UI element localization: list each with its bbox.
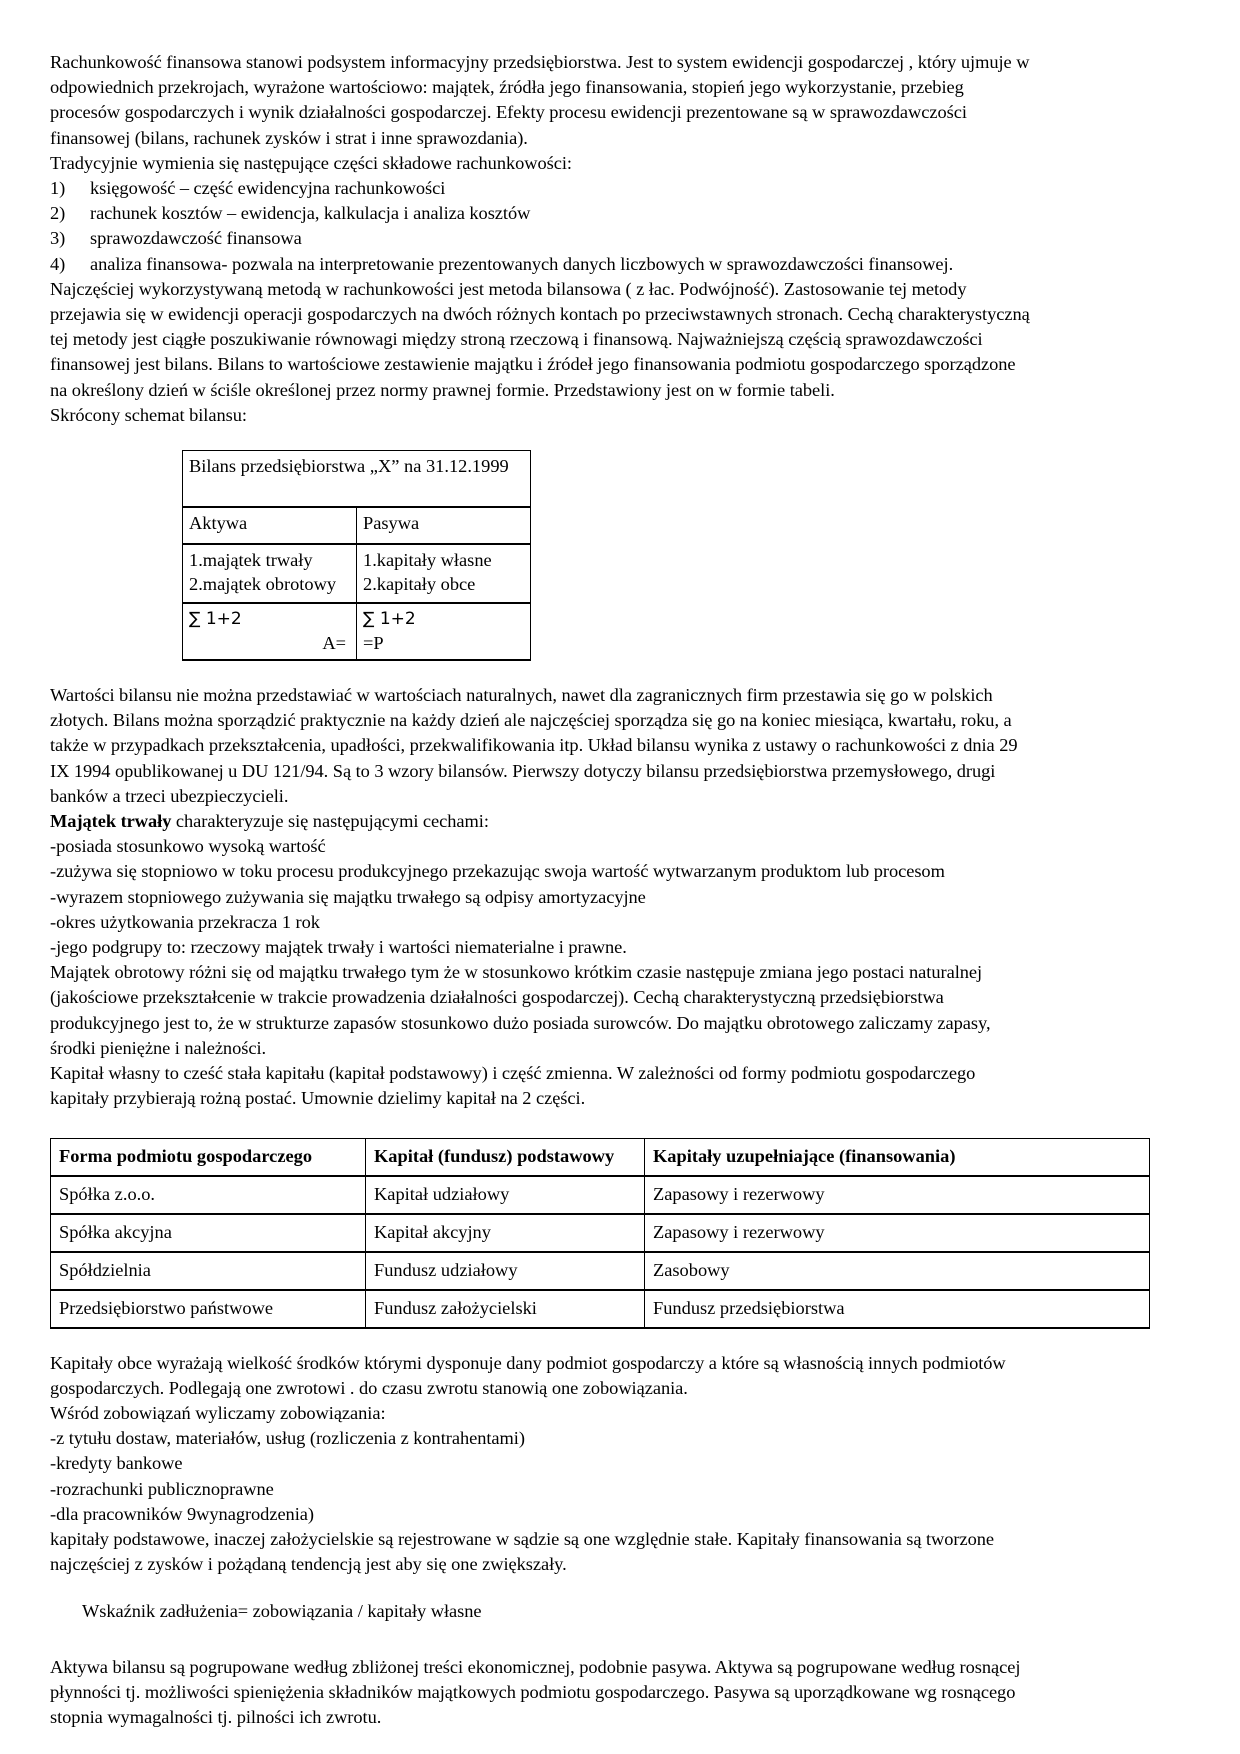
intro-line-2: odpowiednich przekrojach, wyrażone wartościowo: majątek, źródła jego finansowania, stopień jego wykorzystanie, przebieg [50, 77, 964, 98]
balance-values-line-5: banków a trzeci ubezpieczycieli. [50, 785, 289, 806]
balance-values-line-1: Wartości bilansu nie można przedstawiać w wartościach naturalnych, nawet dla zagranicznych firm przestawia się go w polskich [50, 685, 993, 706]
debt-ratio-formula: Wskaźnik zadłużenia= zobowiązania / kapitały własne [82, 1601, 482, 1622]
fixed-assets-bullet: -zużywa się stopniowo w toku procesu produkcyjnego przekazując swoja wartość wytwarzanym produktom lub procesom [50, 861, 945, 882]
forms-cell-basic-capital: Kapitał akcyjny [366, 1214, 645, 1252]
fixed-assets-bullet: -okres użytkowania przekracza 1 rok [50, 911, 320, 932]
fixed-assets-bullet: -wyrazem stopniowego zużywania się majątku trwałego są odpisy amortyzacyjne [50, 886, 646, 907]
assets-item-1: 1.majątek trwały [189, 550, 313, 571]
capital-forms-table [50, 1138, 1150, 1329]
forms-header-basic-capital: Kapitał (fundusz) podstawowy [366, 1138, 645, 1176]
balance-values-paragraph [50, 683, 1100, 809]
forms-cell-supplementary-capital: Zapasowy i rezerwowy [645, 1176, 1150, 1214]
basic-capital-line-1: kapitały podstawowe, inaczej założycielskie są rejestrowane w sądzie są one względnie stałe. Kapitały finansowania są tworzone [50, 1528, 995, 1549]
forms-cell-supplementary-capital: Zasobowy [645, 1252, 1150, 1290]
own-capital-line-2: kapitały przybierają rożną postać. Umownie dzielimy kapitał na 2 części. [50, 1088, 586, 1109]
list-item-number: 1) [50, 178, 66, 199]
fixed-assets-bullet: -jego podgrupy to: rzeczowy majątek trwały i wartości niematerialne i prawne. [50, 937, 627, 958]
liabilities-bullet: -z tytułu dostaw, materiałów, usług (rozliczenia z kontrahentami) [50, 1428, 525, 1449]
closing-paragraph [50, 1655, 1100, 1731]
forms-cell-supplementary-capital: Zapasowy i rezerwowy [645, 1214, 1150, 1252]
method-line-1: Najczęściej wykorzystywaną metodą w rachunkowości jest metoda bilansowa ( z łac. Podwójność). Zastosowanie tej metody [50, 278, 967, 299]
method-paragraph [50, 277, 1100, 403]
list-item [50, 176, 1100, 201]
list-item-number: 4) [50, 253, 66, 274]
forms-table-wrapper [50, 1138, 1100, 1329]
assets-sum-formula: ∑ 1+2 [189, 609, 242, 630]
balance-liabilities-items [357, 544, 531, 603]
foreign-capital-line-1: Kapitały obce wyrażają wielkość środków którymi dysponuje dany podmiot gospodarczy a które są własnością innych podmiotów [50, 1352, 1006, 1373]
list-item [50, 201, 1100, 226]
forms-cell-entity: Przedsiębiorstwo państwowe [51, 1290, 366, 1328]
own-capital-line-1: Kapitał własny to cześć stała kapitału (kapitał podstawowy) i część zmienna. W zależności od formy podmiotu gospodarczego [50, 1063, 976, 1084]
document-body-second [50, 683, 1100, 1111]
balance-values-line-3: także w przypadkach przekształcenia, upadłości, przekwalifikowania itp. Układ bilansu wynika z ustawy o rachunkowości z dnia 29 [50, 735, 1018, 756]
current-assets-line-4: środki pieniężne i należności. [50, 1037, 267, 1058]
method-line-5: na określony dzień w ściśle określonej przez normy prawnej formie. Przedstawiony jest on w formie tabeli. [50, 379, 835, 400]
liabilities-item-1: 1.kapitały własne [363, 550, 492, 571]
intro-line-3: procesów gospodarczych i wynik działalności gospodarczej. Efekty procesu ewidencji prezentowane są w sprawozdawczości [50, 102, 967, 123]
intro-paragraph [50, 50, 1100, 151]
spacer [50, 661, 1100, 683]
fixed-assets-bullet: -posiada stosunkowo wysoką wartość [50, 836, 326, 857]
liabilities-bullet: -rozrachunki publicznoprawne [50, 1478, 274, 1499]
liabilities-bullet: -kredyty bankowe [50, 1453, 183, 1474]
closing-line-1: Aktywa bilansu są pogrupowane według zbliżonej treści ekonomicznej, podobnie pasywa. Aktywa są pogrupowane według rosnącej [50, 1656, 1021, 1677]
liabilities-item-2: 2.kapitały obce [363, 574, 476, 595]
table-header-row [51, 1138, 1150, 1176]
forms-cell-supplementary-capital: Fundusz przedsiębiorstwa [645, 1290, 1150, 1328]
forms-cell-basic-capital: Fundusz założycielski [366, 1290, 645, 1328]
foreign-capital-paragraph [50, 1351, 1100, 1401]
table-row [183, 451, 531, 508]
basic-capital-paragraph [50, 1527, 1100, 1577]
forms-cell-entity: Spółdzielnia [51, 1252, 366, 1290]
balance-assets-items [183, 544, 357, 603]
table-row [51, 1214, 1150, 1252]
balance-header-assets: Aktywa [183, 507, 357, 544]
list-item-number: 3) [50, 228, 66, 249]
current-assets-line-3: produkcyjnego jest to, że w strukturze zapasów stosunkowo dużo posiada surowców. Do majątku obrotowego zaliczamy zapasy, [50, 1012, 991, 1033]
intro-line-4: finansowej (bilans, rachunek zysków i strat i inne sprawozdania). [50, 127, 528, 148]
assets-sum-equals: A= [322, 633, 346, 654]
spacer [50, 1329, 1100, 1351]
intro-line-1: Rachunkowość finansowa stanowi podsystem informacyjny przedsiębiorstwa. Jest to system ewidencji gospodarczej , który ujmuje w [50, 52, 1030, 72]
forms-header-entity: Forma podmiotu gospodarczego [51, 1138, 366, 1176]
liabilities-sum-formula: ∑ 1+2 [363, 609, 416, 630]
document-body-third [50, 1351, 1100, 1731]
closing-line-2: płynności tj. możliwości spieniężenia składników majątkowych podmiotu gospodarczego. Pasywa są uporządkowane wg rosnącego [50, 1681, 1016, 1702]
list-item [50, 252, 1100, 277]
forms-cell-basic-capital: Fundusz udziałowy [366, 1252, 645, 1290]
components-list [50, 176, 1100, 277]
list-item-label: księgowość – część ewidencyjna rachunkowości [90, 178, 446, 199]
list-lead: Tradycyjnie wymienia się następujące części składowe rachunkowości: [50, 152, 572, 173]
balance-values-line-4: IX 1994 opublikowanej u DU 121/94. Są to 3 wzory bilansów. Pierwszy dotyczy bilansu przedsiębiorstwa przemysłowego, drugi [50, 760, 996, 781]
foreign-capital-line-2: gospodarczych. Podlegają one zwrotowi . do czasu zwrotu stanowią one zobowiązania. [50, 1377, 688, 1398]
forms-header-supplementary-capital: Kapitały uzupełniające (finansowania) [645, 1138, 1150, 1176]
document-body [50, 50, 1100, 428]
method-line-3: tej metody jest ciągłe poszukiwanie równowagi między stroną rzeczową i finansową. Najważniejszą częścią sprawozdawczości [50, 329, 983, 350]
balance-sheet-table [182, 450, 531, 661]
forms-cell-entity: Spółka z.o.o. [51, 1176, 366, 1214]
fixed-assets-term: Majątek trwały [50, 811, 172, 832]
schema-lead: Skrócony schemat bilansu: [50, 404, 247, 425]
method-line-2: przejawia się w ewidencji operacji gospodarczych na dwóch różnych kontach po przeciwstawnych stronach. Cechą charakterystyczną [50, 304, 1030, 325]
table-row [51, 1176, 1150, 1214]
spacer [50, 1625, 1100, 1655]
spacer [50, 1577, 1100, 1599]
list-item-label: rachunek kosztów – ewidencja, kalkulacja i analiza kosztów [90, 203, 531, 224]
liabilities-bullet: -dla pracowników 9wynagrodzenia) [50, 1503, 314, 1524]
table-row [183, 603, 531, 660]
list-item-number: 2) [50, 203, 66, 224]
balance-liabilities-sum [357, 603, 531, 660]
current-assets-paragraph [50, 960, 1100, 1061]
liabilities-lead: Wśród zobowiązań wyliczamy zobowiązania: [50, 1402, 386, 1423]
table-row [183, 507, 531, 544]
liabilities-sum-equals: =P [363, 633, 384, 654]
table-row [51, 1290, 1150, 1328]
fixed-assets-lead [50, 809, 1100, 834]
balance-values-line-2: złotych. Bilans można sporządzić praktycznie na każdy dzień ale najczęściej sporządza się go na koniec miesiąca, kwartału, roku, a [50, 710, 1012, 731]
closing-line-3: stopnia wymagalności tj. pilności ich zwrotu. [50, 1706, 382, 1727]
list-item [50, 226, 1100, 251]
basic-capital-line-2: najczęściej z zysków i pożądaną tendencją jest aby się one zwiększały. [50, 1554, 567, 1575]
balance-table-wrapper [50, 450, 1100, 661]
assets-item-2: 2.majątek obrotowy [189, 574, 337, 595]
current-assets-line-2: (jakościowe przekształcenie w trakcie prowadzenia działalności gospodarczej). Cechą charakterystyczną przedsiębiorstwa [50, 987, 944, 1008]
table-row [51, 1252, 1150, 1290]
list-item-label: analiza finansowa- pozwala na interpretowanie prezentowanych danych liczbowych w sprawozdawczości finansowej. [90, 253, 954, 274]
fixed-assets-lead-rest: charakteryzuje się następującymi cechami: [171, 811, 489, 832]
method-line-4: finansowej jest bilans. Bilans to wartościowe zestawienie majątku i źródeł jego finansowania podmiotu gospodarczego sporządzone [50, 354, 1016, 375]
current-assets-line-1: Majątek obrotowy różni się od majątku trwałego tym że w stosunkowo krótkim czasie następuje zmiana jego postaci naturalnej [50, 962, 983, 983]
forms-cell-basic-capital: Kapitał udziałowy [366, 1176, 645, 1214]
balance-table-title: Bilans przedsiębiorstwa „X” na 31.12.1999 [183, 451, 531, 508]
list-item-label: sprawozdawczość finansowa [90, 228, 302, 249]
balance-header-liabilities: Pasywa [357, 507, 531, 544]
balance-assets-sum [183, 603, 357, 660]
own-capital-paragraph [50, 1061, 1100, 1111]
table-row [183, 544, 531, 603]
forms-cell-entity: Spółka akcyjna [51, 1214, 366, 1252]
